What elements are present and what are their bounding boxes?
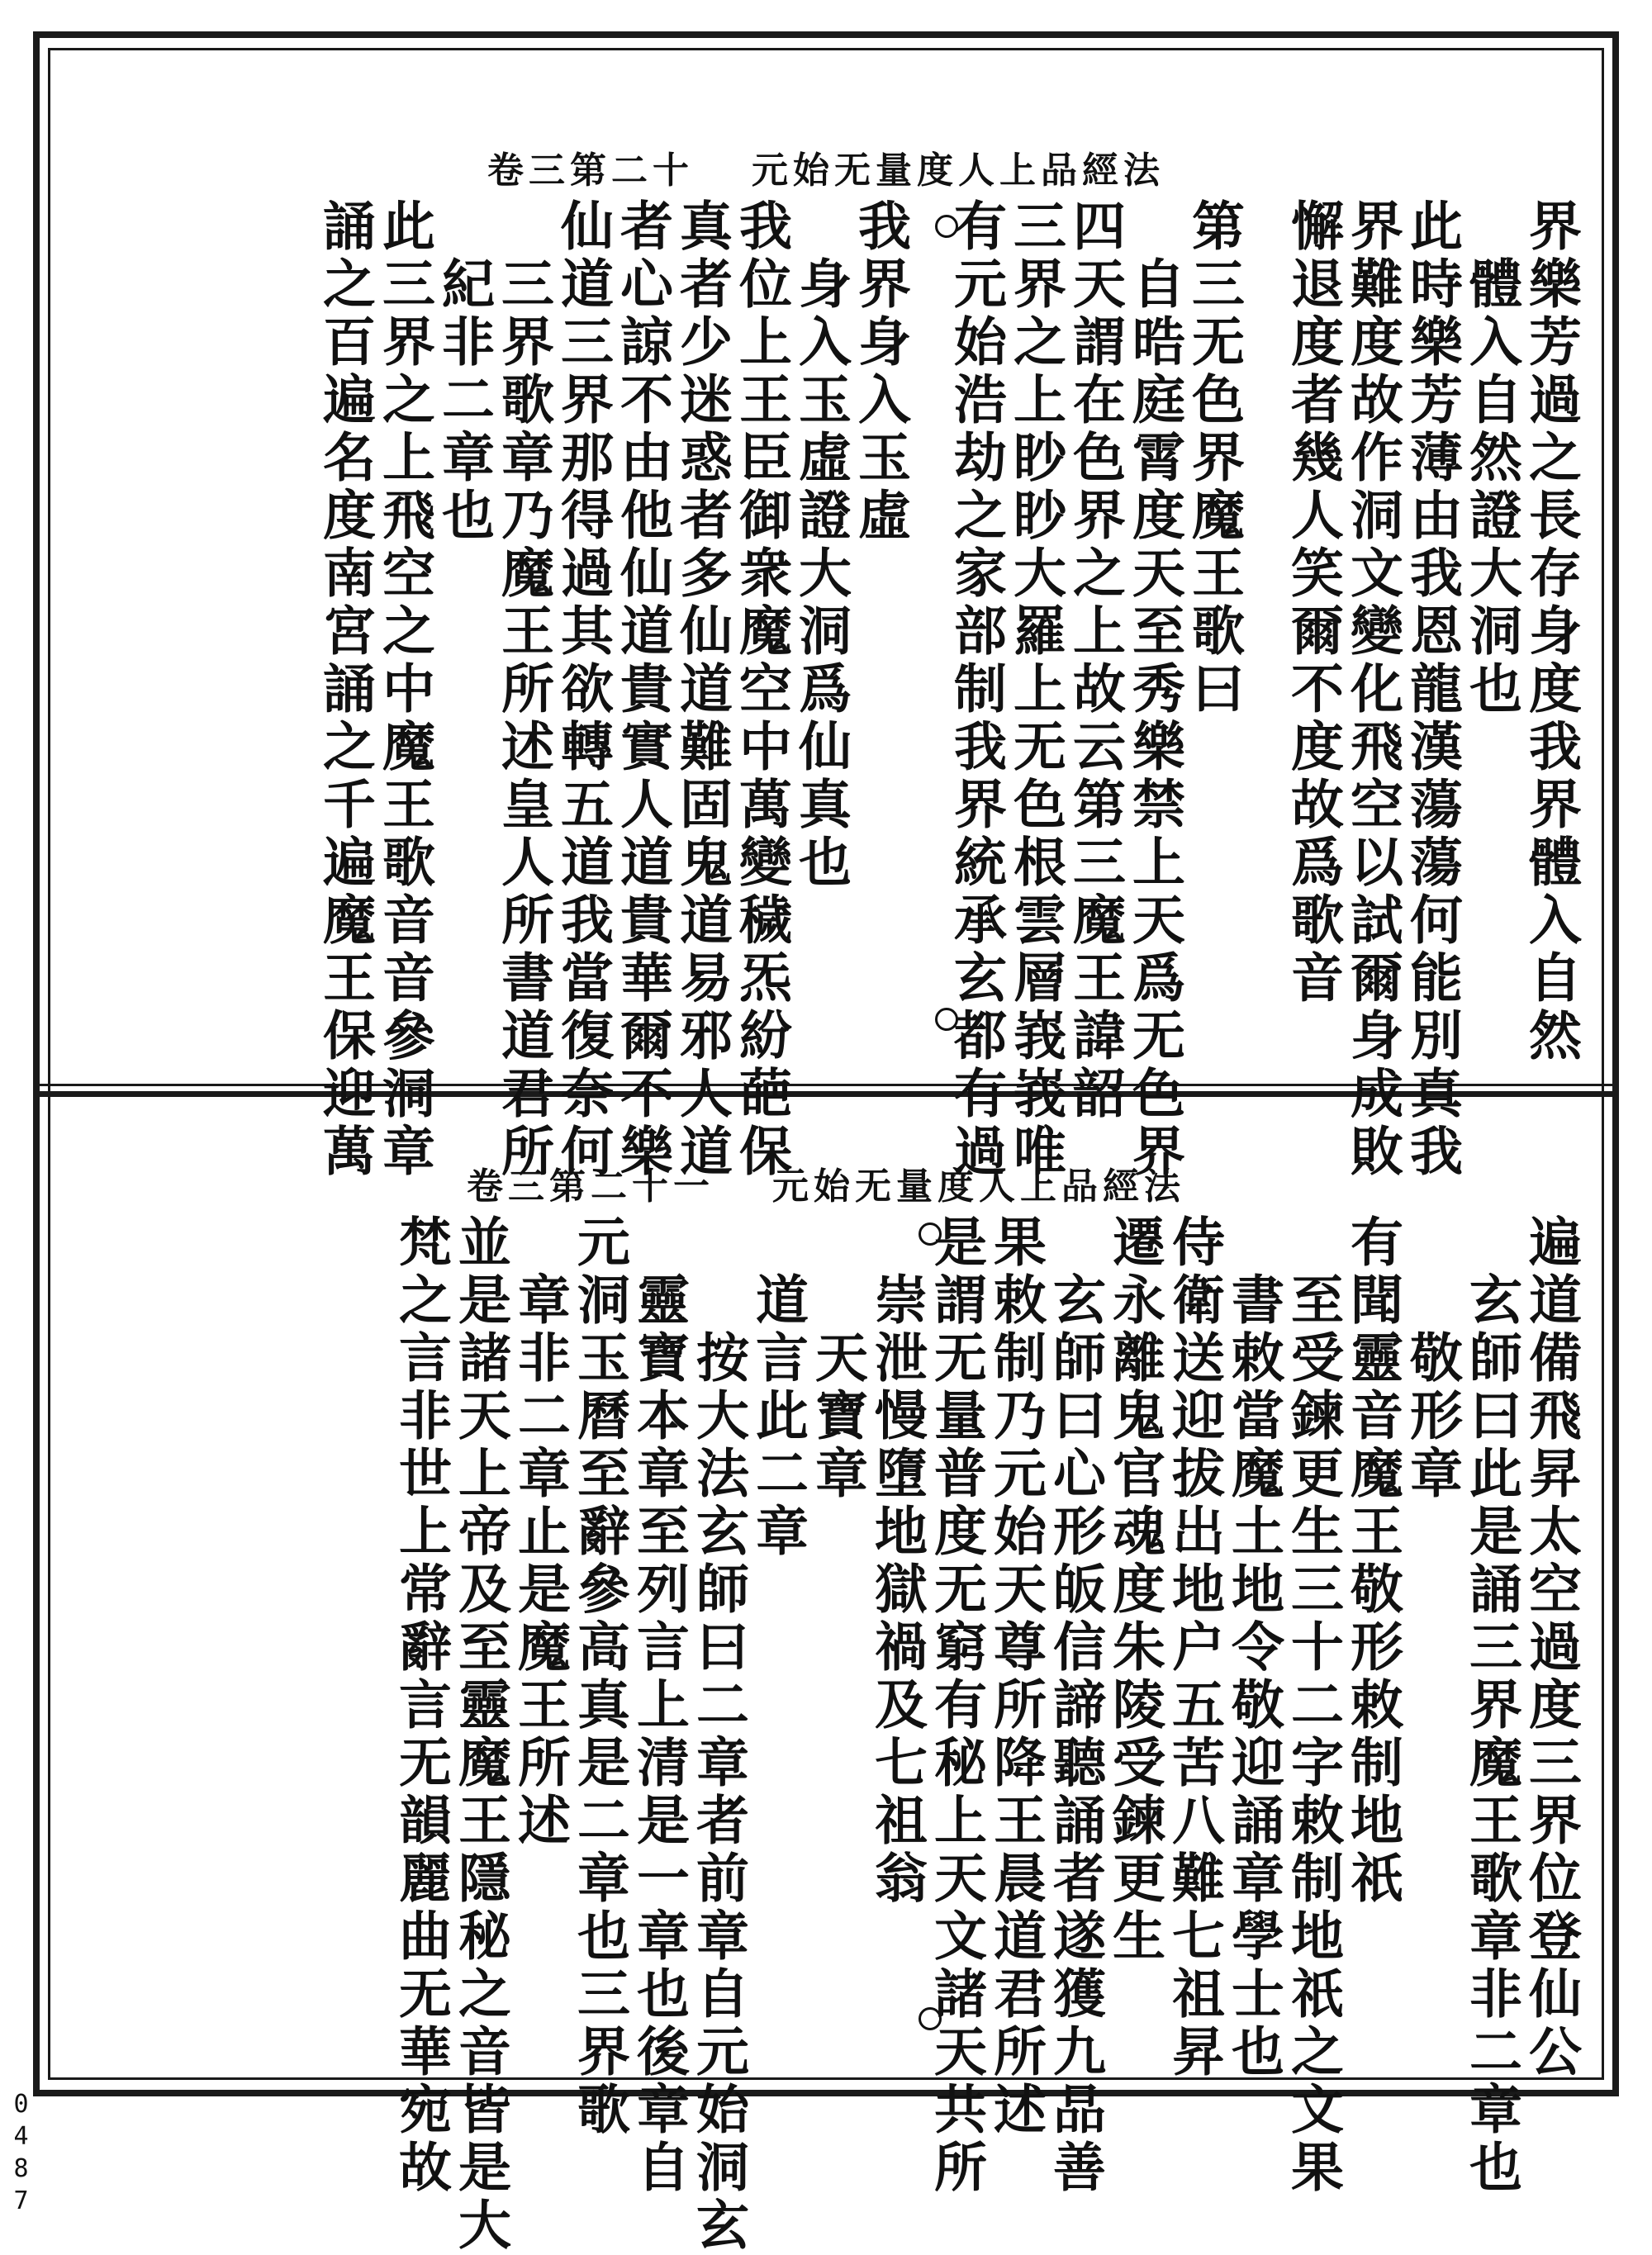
circle-mark: [919, 2007, 942, 2030]
text-column: 四天謂在色界之上故云第三魔王諱韶: [1064, 198, 1126, 1123]
text-column: 此時樂芳薄由我恩龍漢蕩蕩何能別真我: [1401, 198, 1463, 1181]
text-column: 我位上王臣御衆魔空中萬變穢炁紛葩保: [730, 198, 792, 1181]
text-column: 按大法玄師曰二章者前章自元始洞玄: [687, 1330, 749, 2255]
text-column: 仙道三界那得過其欲轉五道我當復奈何: [552, 198, 614, 1181]
text-column: 遷永離鬼官魂度朱陵受鍊更生: [1104, 1214, 1165, 1966]
text-column: 界難度故作洞文變化飛空以試爾身成敗: [1341, 198, 1403, 1181]
bottom-header-title: 元始无量度人上品經法: [772, 1165, 1185, 1208]
text-column: 遍道備飛昇太空過度三界位登仙公: [1520, 1214, 1582, 2082]
top-header-title: 元始无量度人上品經法: [752, 150, 1165, 192]
text-column: 元洞玉曆至辭參高真是二章也三界歌: [568, 1214, 630, 2139]
text-column: 並是諸天上帝及至靈魔王隱秘之音皆是大: [449, 1214, 511, 2255]
text-column: 章非二章止是魔王所述: [509, 1272, 571, 1850]
circle-mark: [935, 215, 958, 238]
bottom-header: [58, 1156, 1594, 1209]
text-column: 第三无色界魔王歌曰: [1183, 198, 1245, 719]
bottom-panel: [58, 1107, 1594, 2255]
page-number: 0487: [7, 2090, 36, 2219]
text-column: 道言此二章: [747, 1272, 809, 1561]
text-column: 誦之百遍名度南宮誦之千遍魔王保迎萬: [314, 198, 376, 1181]
circle-mark: [935, 1008, 958, 1031]
text-column: 身入玉虛證大洞爲仙真也: [790, 256, 852, 892]
bottom-header-volume: 卷三第二十一: [467, 1165, 714, 1208]
text-column: 三界歌章乃魔王所述皇人所書道君所: [492, 256, 554, 1181]
text-column: 靈寶本章至列言上清是一章也後章自: [628, 1272, 690, 2197]
text-column: 紀非二章也: [433, 256, 495, 545]
text-column: 自晧庭霄度天至秀樂禁上天爲无色界: [1123, 256, 1185, 1181]
text-column: 果敕制乃元始天尊所降王晨道君所述: [985, 1214, 1047, 2139]
text-column: 懈退度者幾人笑爾不度故爲歌音: [1282, 198, 1344, 1008]
text-column: 至受鍊更生三十二字敕制地祇之文果: [1282, 1272, 1344, 2197]
text-column: 我界身入玉虛: [849, 198, 911, 545]
text-column: 者心諒不由他仙道貴實人道貴華爾不樂: [611, 198, 673, 1181]
text-column: 天寶章: [806, 1330, 868, 1503]
text-column: 梵之言非世上常辭言无韻麗曲无華宛故: [390, 1214, 452, 2197]
top-header: [58, 140, 1594, 193]
text-column: 崇泄慢墮地獄禍及七祖翁: [866, 1272, 928, 1908]
text-column: 此三界之上飛空之中魔王歌音音參洞章: [373, 198, 435, 1181]
circle-mark: [919, 1222, 942, 1246]
text-column: 侍衛送迎拔出地户五苦八難七祖昇: [1163, 1214, 1225, 2082]
text-column: 界樂芳過之長存身度我界體入自然: [1520, 198, 1582, 1066]
text-column: 真者少迷惑者多仙道難固鬼道易邪人道: [671, 198, 733, 1181]
top-header-volume: 卷三第二十: [487, 150, 694, 192]
text-column: 玄師曰心形皈信諦聽誦者遂獲九品善: [1044, 1272, 1106, 2197]
text-column: 玄師曰此是誦三界魔王歌章非二章也: [1460, 1272, 1522, 2197]
text-column: 三界之上眇眇大羅上无色根雲層峩峩唯: [1004, 198, 1066, 1181]
text-column: 是謂无量普度无窮有秘上天文諸天共所: [925, 1214, 987, 2197]
text-column: 有元始浩劫之家部制我界統承玄都有過: [945, 198, 1007, 1181]
top-panel: [58, 58, 1594, 1181]
text-column: 敬形章: [1401, 1330, 1463, 1503]
text-column: 體入自然證大洞也: [1460, 256, 1522, 719]
text-column: 書敕當魔土地令敬迎誦章學士也: [1222, 1272, 1284, 2082]
text-column: 有聞靈音魔王敬形敕制地祇: [1341, 1214, 1403, 1908]
